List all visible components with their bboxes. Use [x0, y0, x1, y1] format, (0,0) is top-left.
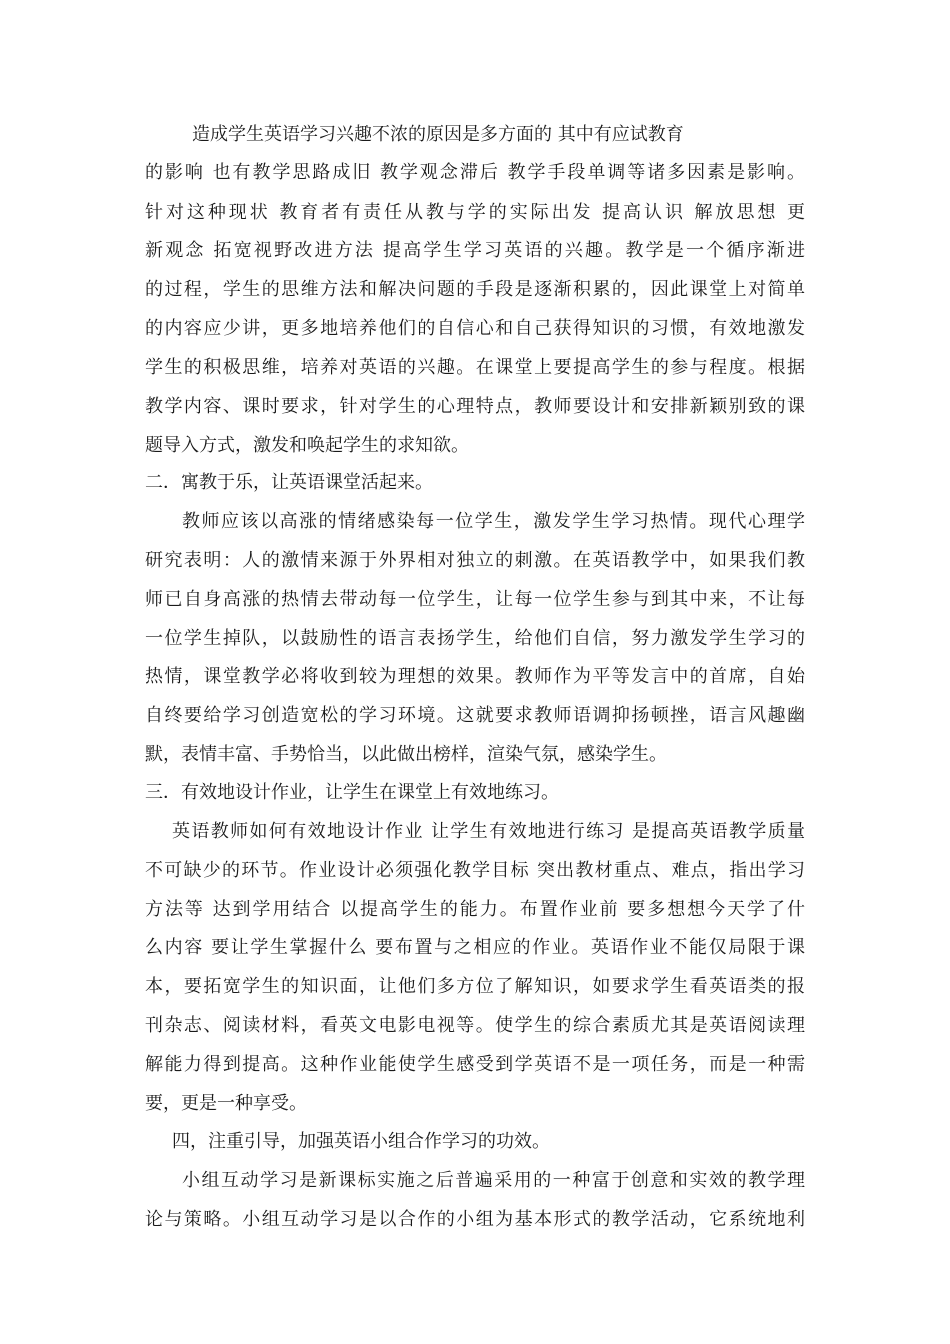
text-line: 新观念 拓宽视野改进方法 提高学生学习英语的兴趣。教学是一个循序渐进	[145, 240, 805, 261]
text-line: 教学内容、课时要求，针对学生的心理特点，教师要设计和安排新颖别致的课	[145, 396, 805, 417]
section-heading: 三．有效地设计作业，让学生在课堂上有效地练习。	[145, 782, 559, 803]
text-line: 教师应该以高涨的情绪感染每一位学生，激发学生学习热情。现代心理学	[182, 511, 805, 532]
text-line: 要，更是一种享受。	[145, 1093, 307, 1114]
text-line: 么内容 要让学生掌握什么 要布置与之相应的作业。英语作业不能仅局限于课	[145, 937, 805, 958]
text-line: 一位学生掉队，以鼓励性的语言表扬学生，给他们自信，努力激发学生学习的	[145, 628, 805, 649]
text-line: 热情，课堂教学必将收到较为理想的效果。教师作为平等发言中的首席，自始	[145, 666, 805, 687]
text-line: 论与策略。小组互动学习是以合作的小组为基本形式的教学活动，它系统地利	[145, 1209, 805, 1230]
text-line: 的过程，学生的思维方法和解决问题的手段是逐渐积累的，因此课堂上对简单	[145, 279, 805, 300]
text-line: 刊杂志、阅读材料，看英文电影电视等。使学生的综合素质尤其是英语阅读理	[145, 1015, 805, 1036]
text-line: 不可缺少的环节。作业设计必须强化教学目标 突出教材重点、难点，指出学习	[145, 860, 805, 881]
text-line: 造成学生英语学习兴趣不浓的原因是多方面的 其中有应试教育	[192, 124, 684, 145]
text-line: 学生的积极思维，培养对英语的兴趣。在课堂上要提高学生的参与程度。根据	[145, 357, 805, 378]
text-line: 研究表明：人的激情来源于外界相对独立的刺激。在英语教学中，如果我们教	[145, 550, 805, 571]
text-line: 自终要给学习创造宽松的学习环境。这就要求教师语调抑扬顿挫，语言风趣幽	[145, 705, 805, 726]
text-line: 的影响 也有教学思路成旧 教学观念滞后 教学手段单调等诸多因素是影响。	[145, 162, 805, 183]
text-line: 英语教师如何有效地设计作业 让学生有效地进行练习 是提高英语教学质量	[172, 821, 805, 842]
section-heading: 二．寓教于乐，让英语课堂活起来。	[145, 472, 433, 493]
text-line: 针对这种现状 教育者有责任从教与学的实际出发 提高认识 解放思想 更	[145, 202, 805, 223]
text-line: 解能力得到提高。这种作业能使学生感受到学英语不是一项任务，而是一种需	[145, 1054, 805, 1075]
text-line: 师已自身高涨的热情去带动每一位学生，让每一位学生参与到其中来，不让每	[145, 589, 805, 610]
text-line: 默，表情丰富、手势恰当，以此做出榜样，渲染气氛，感染学生。	[145, 744, 667, 765]
text-line: 的内容应少讲，更多地培养他们的自信心和自己获得知识的习惯，有效地激发	[145, 318, 805, 339]
text-line: 题导入方式，激发和唤起学生的求知欲。	[145, 435, 469, 456]
text-line: 本，要拓宽学生的知识面，让他们多方位了解知识，如要求学生看英语类的报	[145, 976, 805, 997]
text-line: 小组互动学习是新课标实施之后普遍采用的一种富于创意和实效的教学理	[182, 1170, 805, 1191]
text-line: 方法等 达到学用结合 以提高学生的能力。布置作业前 要多想想今天学了什	[145, 899, 805, 920]
section-heading: 四，注重引导，加强英语小组合作学习的功效。	[172, 1131, 550, 1152]
